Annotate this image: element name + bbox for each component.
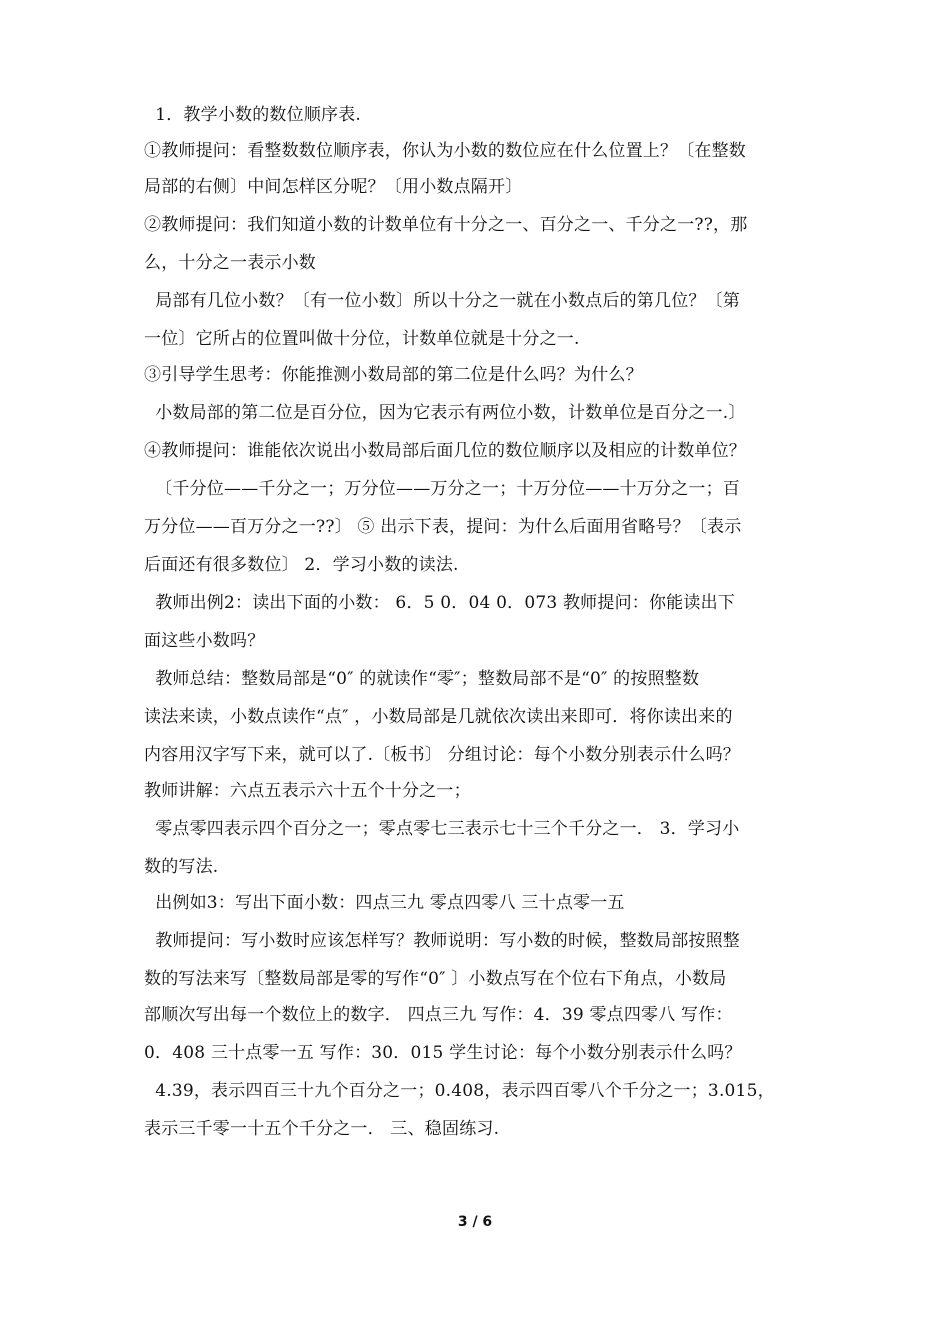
- paragraph-line: 万分位——百万分之一??〕 ⑤ 出示下表，提问：为什么后面用省略号？〔表示: [144, 517, 742, 537]
- paragraph-line: 局部有几位小数？〔有一位小数〕所以十分之一就在小数点后的第几位？〔第: [144, 291, 741, 311]
- paragraph-line: ①教师提问：看整数数位顺序表，你认为小数的数位应在什么位置上？〔在整数: [144, 141, 746, 161]
- paragraph-line: 教师讲解：六点五表示六十五个十分之一；: [144, 781, 471, 801]
- paragraph-line: 数的写法来写〔整数局部是零的写作“0″ 〕小数点写在个位右下角点，小数局: [144, 969, 727, 989]
- paragraph-line: 后面还有很多数位〕 2．学习小数的读法.: [144, 555, 459, 575]
- paragraph-line: 教师提问：写小数时应该怎样写？教师说明：写小数的时候，整数局部按照整: [144, 931, 741, 951]
- paragraph-line: 一位〕它所占的位置叫做十分位，计数单位就是十分之一.: [144, 329, 580, 349]
- paragraph-line: 内容用汉字写下来，就可以了.〔板书〕 分组讨论：每个小数分别表示什么吗？: [144, 745, 741, 765]
- paragraph-line: 教师总结：整数局部是“0″ 的就读作“零″；整数局部不是“0″ 的按照整数: [144, 669, 700, 689]
- paragraph-line: 表示三千零一十五个千分之一． 三、稳固练习.: [144, 1119, 500, 1139]
- paragraph-line: 4.39，表示四百三十九个百分之一；0.408，表示四百零八个千分之一；3.015，: [144, 1081, 775, 1101]
- paragraph-line: 零点零四表示四个百分之一；零点零七三表示七十三个千分之一． 3．学习小: [144, 819, 740, 839]
- paragraph-line: 么，十分之一表示小数: [144, 253, 316, 273]
- paragraph-line: 部顺次写出每一个数位上的数字． 四点三九 写作：4．39 零点四零八 写作：: [144, 1005, 733, 1025]
- paragraph-line: ②教师提问：我们知道小数的计数单位有十分之一、百分之一、千分之一??，那: [144, 215, 748, 235]
- paragraph-line: 0．408 三十点零一五 写作：30．015 学生讨论：每个小数分别表示什么吗？: [144, 1043, 742, 1063]
- paragraph-line: 数的写法.: [144, 857, 219, 877]
- paragraph-line: ④教师提问：谁能依次说出小数局部后面几位的数位顺序以及相应的计数单位？: [144, 441, 746, 461]
- paragraph-line: 出例如3：写出下面小数：四点三九 零点四零八 三十点零一五: [144, 893, 625, 913]
- paragraph-line: 小数局部的第二位是百分位，因为它表示有两位小数，计数单位是百分之一.〕: [144, 403, 746, 423]
- paragraph-line: 读法来读，小数点读作“点″ ，小数局部是几就依次读出来即可．将你读出来的: [144, 707, 733, 727]
- paragraph-line: 教师出例2：读出下面的小数： 6．5 0．04 0．073 教师提问：你能读出下: [144, 593, 735, 613]
- paragraph-line: 局部的右侧〕中间怎样区分呢？〔用小数点隔开〕: [144, 177, 523, 197]
- paragraph-line: 1．教学小数的数位顺序表.: [144, 105, 362, 125]
- page-number: 3 / 6: [457, 1214, 493, 1230]
- paragraph-line: 〔千分位——千分之一；万分位——万分之一；十万分位——十万分之一；百: [144, 479, 741, 499]
- paragraph-line: 面这些小数吗？: [144, 631, 265, 651]
- paragraph-line: ③引导学生思考：你能推测小数局部的第二位是什么吗？为什么？: [144, 365, 643, 385]
